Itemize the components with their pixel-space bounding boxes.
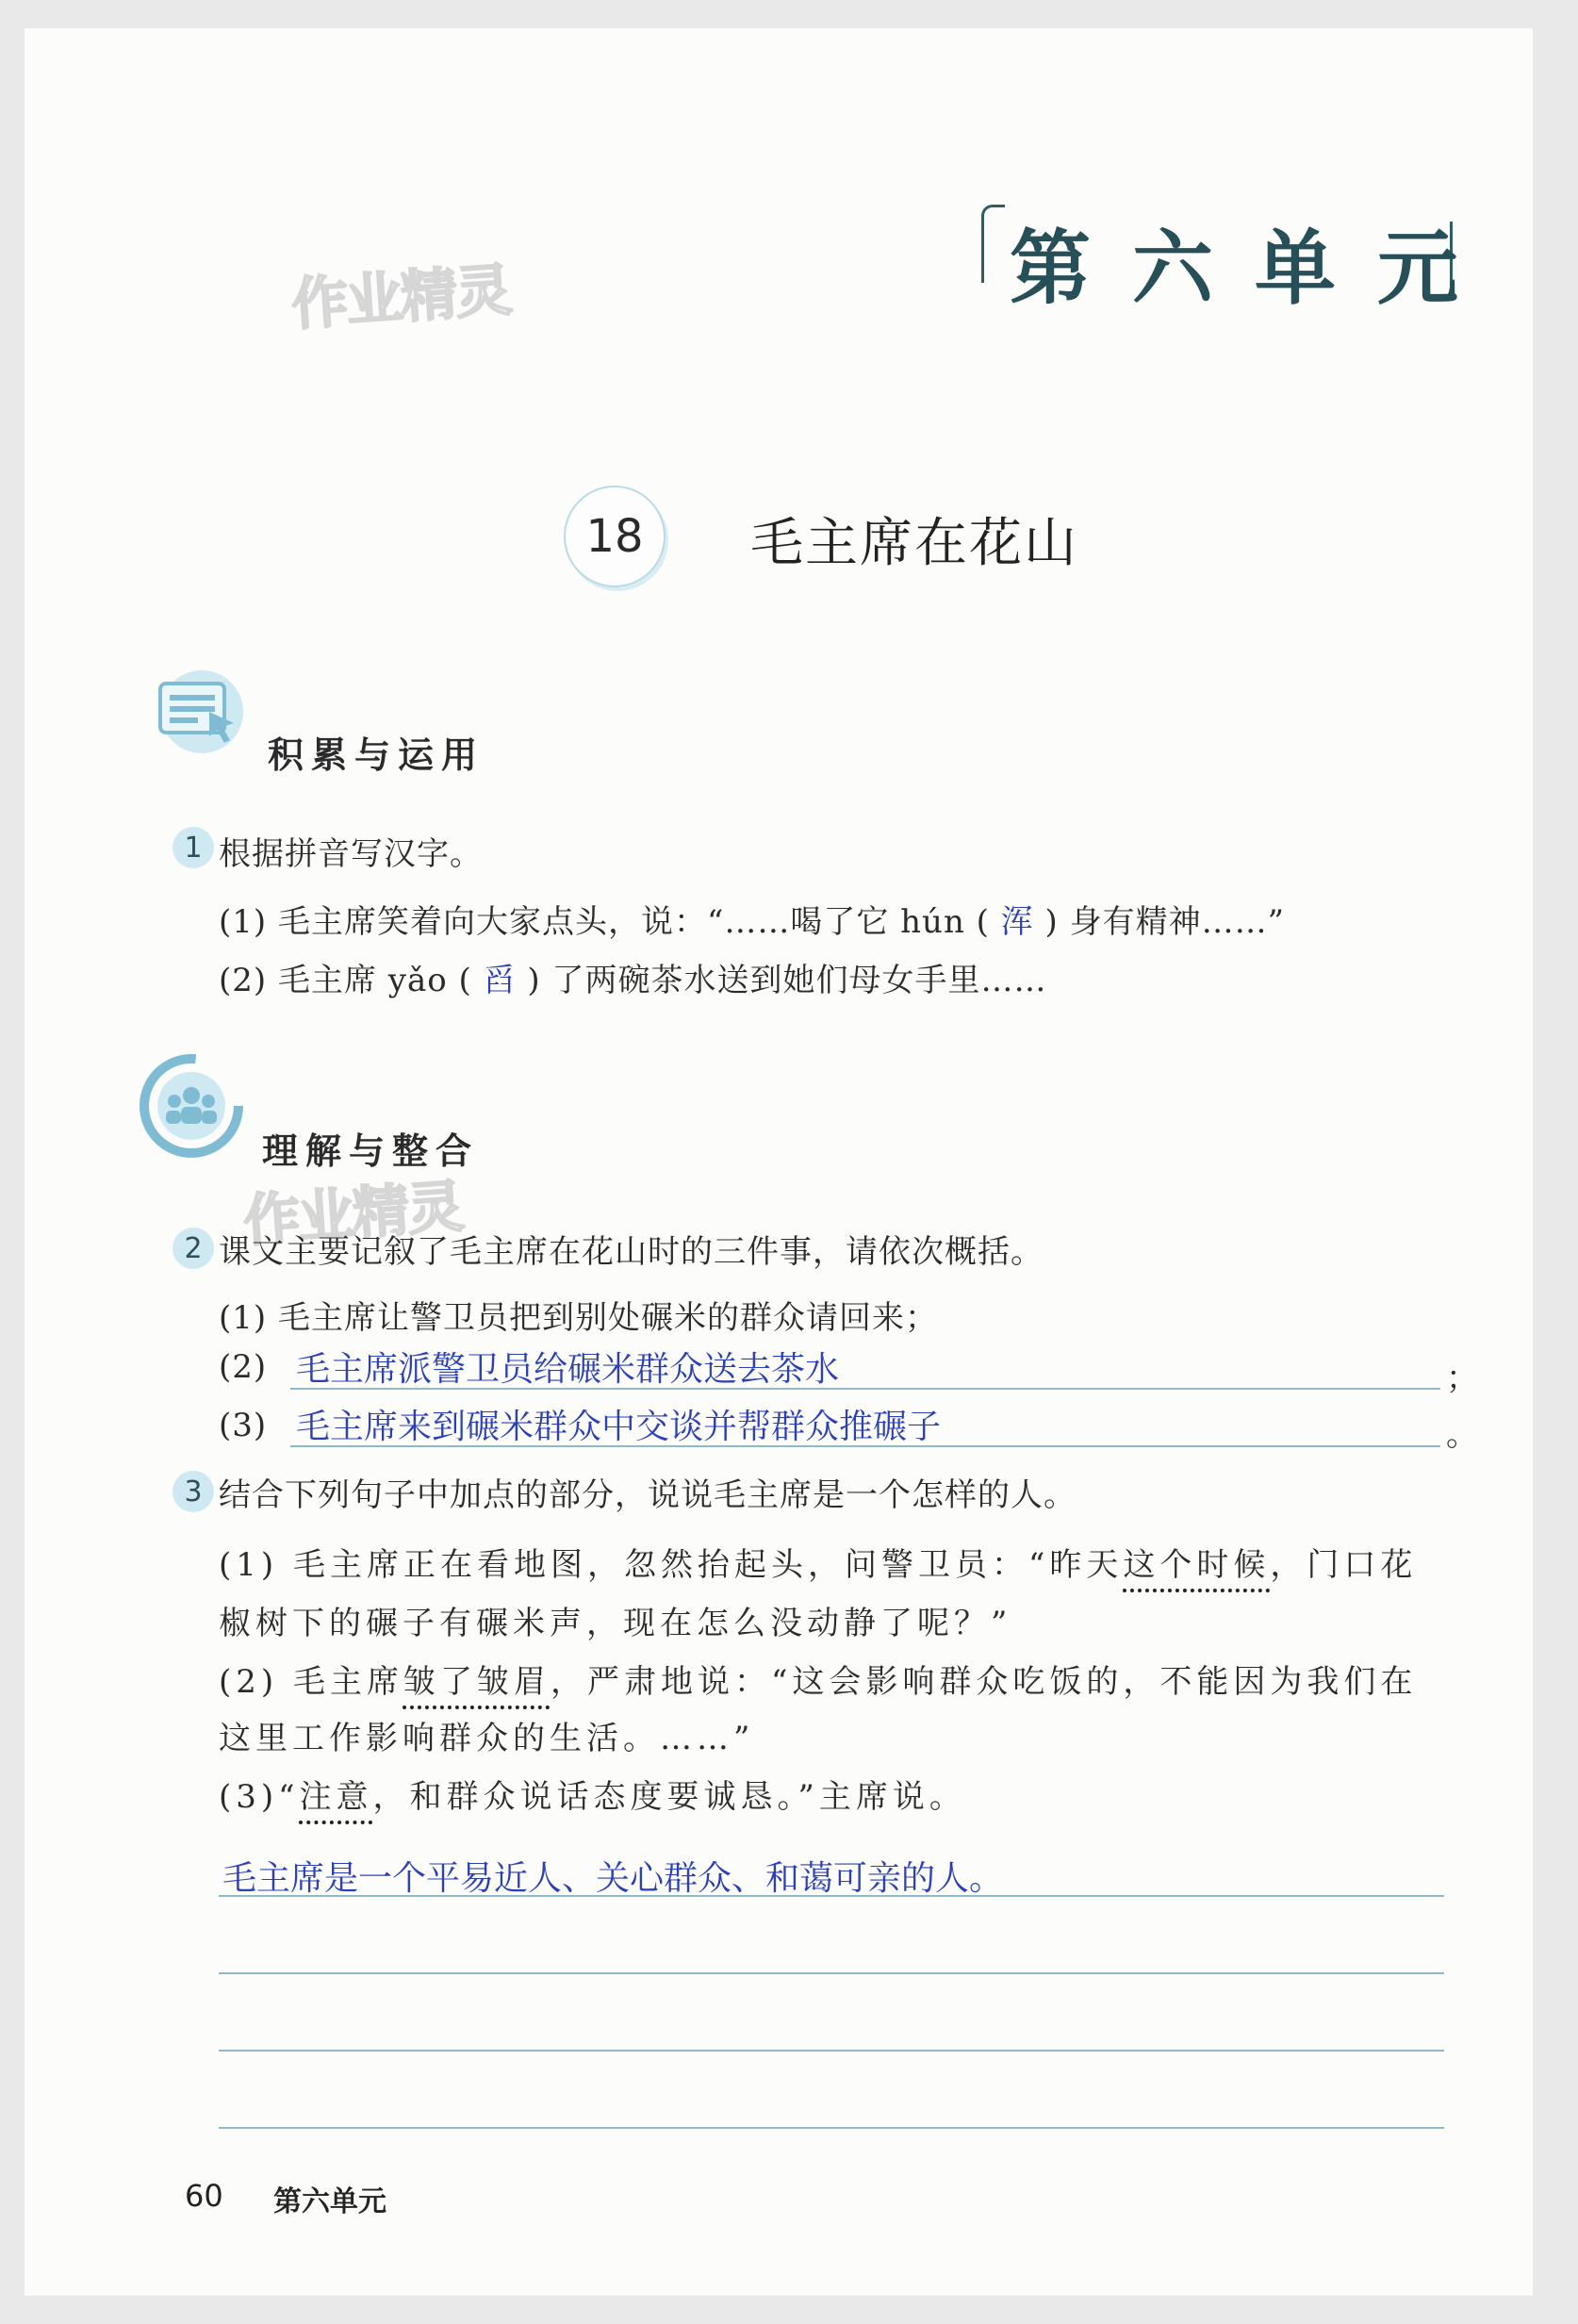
q3-sentence-3 <box>219 1771 966 1817</box>
q1-item-1 <box>219 896 1285 942</box>
q3-s2-pre: (2) 毛主席 <box>219 1663 403 1701</box>
answer-line <box>219 2050 1444 2052</box>
answer-line <box>219 2127 1444 2129</box>
q2-item-2-answer: 毛主席派警卫员给碾米群众送去茶水 <box>296 1350 840 1389</box>
q3-s1-dotted: 这个时候 <box>1123 1546 1271 1584</box>
watermark: 作业精灵 <box>241 1173 465 1255</box>
q1-item-1-suffix: ) 身有精神……” <box>1044 903 1286 941</box>
watermark: 作业精灵 <box>289 256 513 338</box>
q3-s2-post: ，严肃地说：“这会影响群众吃饭的，不能因为我们在 <box>550 1663 1418 1701</box>
q1-item-2-prefix: (2) 毛主席 yǎo ( <box>219 962 472 999</box>
q2-item-2-end: ； <box>1446 1360 1479 1397</box>
bracket-left <box>981 205 1005 283</box>
section-title-understanding: 理解与整合 <box>262 1129 480 1172</box>
q3-answer: 毛主席是一个平易近人、关心群众、和蔼可亲的人。 <box>222 1859 1004 1898</box>
question-prompt: 结合下列句子中加点的部分，说说毛主席是一个怎样的人。 <box>219 1476 1077 1514</box>
q1-item-2 <box>219 954 1047 1000</box>
question-number: 2 <box>173 1228 214 1269</box>
q3-s3-dotted: 注意 <box>299 1778 373 1816</box>
page-number: 60 <box>185 2178 223 2214</box>
q1-item-2-suffix: ) 了两碗茶水送到她们母女手里…… <box>527 962 1047 999</box>
question-number: 1 <box>173 827 214 868</box>
question-prompt: 根据拼音写汉字。 <box>219 835 483 873</box>
q3-sentence-2-line-2: 这里工作影响群众的生活。……” <box>219 1720 755 1757</box>
question-number: 3 <box>173 1471 214 1512</box>
q1-item-1-prefix: (1) 毛主席笑着向大家点头，说：“……喝了它 hún ( <box>219 903 990 941</box>
q2-item-2-label: (2) <box>219 1348 268 1386</box>
q3-s1-post: ，门口花 <box>1270 1546 1418 1584</box>
question-prompt: 课文主要记叙了毛主席在花山时的三件事，请依次概括。 <box>219 1233 1044 1271</box>
monitor-cursor-icon <box>147 665 241 759</box>
lesson-title: 毛主席在花山 <box>750 513 1078 574</box>
answer-line <box>219 1895 1444 1897</box>
q3-s3-post: ，和群众说话态度要诚恳。”主席说。 <box>372 1778 966 1816</box>
q2-item-3-end: 。 <box>1446 1416 1479 1454</box>
answer-line <box>290 1445 1440 1447</box>
answer-line <box>219 1972 1444 1974</box>
unit-title-box <box>981 193 1500 335</box>
q1-item-1-answer: 浑 <box>1000 903 1034 941</box>
section-title-accumulation: 积累与运用 <box>268 733 485 776</box>
q3-s3-pre: (3)“ <box>219 1778 300 1816</box>
q3-s1-pre: (1) 毛主席正在看地图，忽然抬起头，问警卫员：“昨天 <box>219 1546 1124 1584</box>
answer-line <box>290 1388 1440 1390</box>
unit-title: 第六单元 <box>1010 221 1500 316</box>
q3-s2-dotted: 皱了皱眉 <box>403 1663 551 1701</box>
q2-item-3-label: (3) <box>219 1407 268 1444</box>
worksheet-page <box>25 28 1533 2296</box>
footer-unit-label: 第六单元 <box>273 2185 386 2218</box>
q2-item-3-answer: 毛主席来到碾米群众中交谈并帮群众推碾子 <box>296 1408 942 1446</box>
q3-sentence-2 <box>219 1656 1417 1702</box>
q3-sentence-1-line-2: 椒树下的碾子有碾米声，现在怎么没动静了呢？” <box>219 1605 1012 1642</box>
lesson-number: 18 <box>564 486 666 587</box>
q1-item-2-answer: 舀 <box>483 962 517 999</box>
q3-sentence-1 <box>219 1539 1417 1585</box>
q2-item-1: (1) 毛主席让警卫员把到别处碾米的群众请回来； <box>219 1299 938 1337</box>
people-group-icon <box>140 1054 234 1148</box>
